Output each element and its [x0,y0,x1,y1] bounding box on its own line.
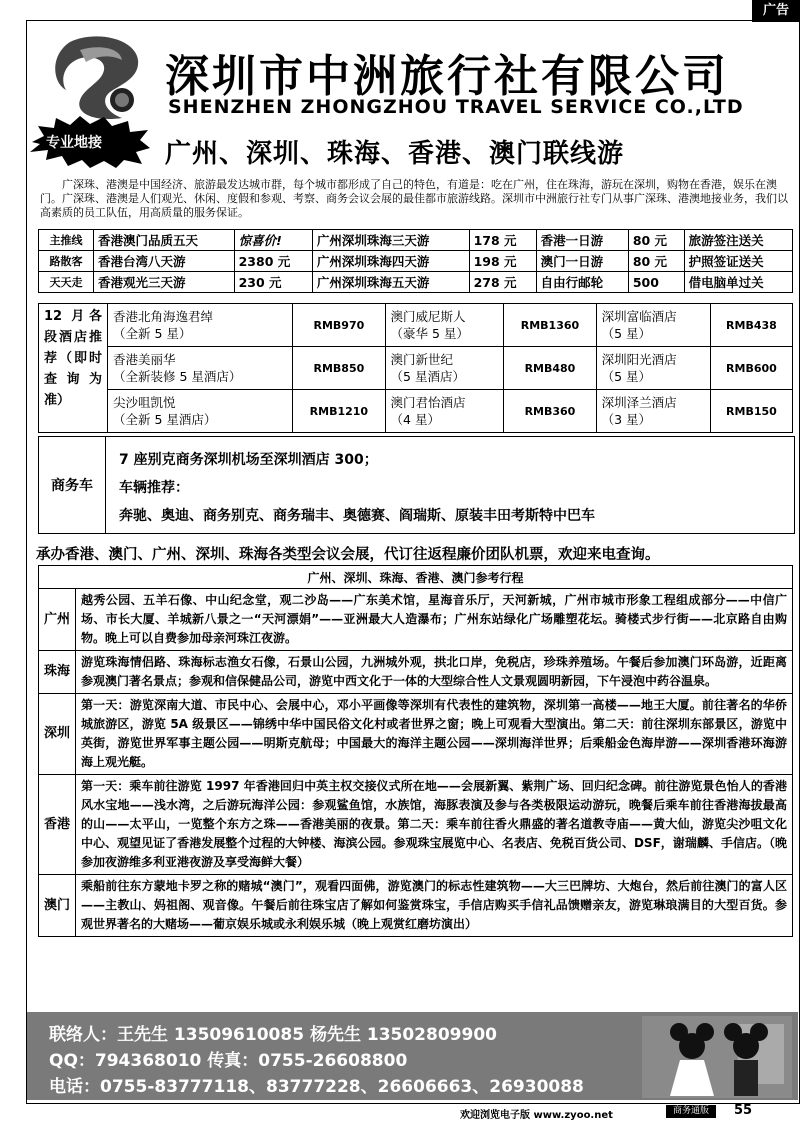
city-name: 广州 [39,589,76,651]
city-name: 澳门 [39,875,76,937]
hotel-star: （全新 5 星） [113,326,192,341]
hotel-name: 澳门新世纪 [390,352,454,367]
hotel-price: RMB1210 [293,390,385,433]
table-row [39,272,793,293]
table-row [39,347,793,390]
promo-line: 承办香港、澳门、广州、深圳、珠海各类型会议会展，代订往返程廉价团队机票，欢迎来电查询。 [36,547,660,563]
business-car-label: 商务车 [39,437,106,533]
company-name-cn: 深圳市中洲旅行社有限公司 [165,51,729,102]
hotel-cell [385,390,504,433]
table-row [39,304,793,347]
hotel-price: RMB438 [710,304,792,347]
routes-table [38,229,793,293]
route-name: 香港观光三天游 [94,272,235,293]
hotel-price: RMB600 [710,347,792,390]
hotel-price: RMB970 [293,304,385,347]
hotel-star: （全新装修 5 星酒店） [113,369,242,384]
hotel-cell [596,304,710,347]
hotel-price: RMB850 [293,347,385,390]
city-itinerary: 游览珠海情侣路、珠海标志渔女石像，石景山公园，九洲城外观，拱北口岸，免税店，珍珠养殖场。午餐后参加澳门环岛游，近距离参观澳门著名景点；参观和信保健品公司，游览中西文化于一体的大型综合性人文景观圆明新园，下午浸泡中药谷温泉。 [76,651,793,694]
contact-bar [27,1012,798,1100]
route-service: 旅游签注送关 [684,230,792,251]
hotel-star: （4 星） [390,412,440,427]
business-car-box [38,436,795,534]
hotel-cell [596,390,710,433]
hotel-name: 尖沙咀凯悦 [113,395,176,410]
table-row [39,694,793,775]
city-itinerary: 第一天：游览深南大道、市民中心、会展中心，邓小平画像等深圳有代表性的建筑物，深圳第一高楼——地王大厦。前往著名的华侨城旅游区，游览 5A 级景区——锦绣中华中国民俗文化村或者世界之窗；晚上可观看大型演出。第二天：前往深圳东部景区，游览中英街，游览世界军事主题公园——明斯克航母；中国最大的海洋主题公园——深圳海洋世界；后乘船金色海岸游——深圳香港环海游海上观光艇。 [76,694,793,775]
route-name: 香港澳门品质五天 [94,230,235,251]
hotel-cell [385,347,504,390]
route-name: 广州深圳珠海三天游 [312,230,469,251]
hotel-cell [596,347,710,390]
cartoon-mice-image [642,1016,792,1098]
route-service: 借电脑单过关 [684,272,792,293]
route-price: 500 [628,272,684,293]
contact-person: 联络人：王先生 13509610085 杨先生 13502809900 [49,1025,497,1045]
hotel-name: 深圳泽兰酒店 [601,395,677,410]
hotel-price: RMB480 [504,347,596,390]
hotels-side-label: 12 月各段酒店推荐（即时查询为准） [39,304,108,433]
route-label: 路散客 [39,251,94,272]
route-price: 278 元 [469,272,536,293]
hotels-table [38,303,793,433]
route-service: 护照签证送关 [684,251,792,272]
route-price: 198 元 [469,251,536,272]
route-label: 主推线 [39,230,94,251]
hotel-cell [108,304,293,347]
hotel-star: （5 星） [601,369,652,384]
tour-title: 广州、深圳、珠海、香港、澳门联线游 [165,139,625,169]
city-itinerary: 越秀公园、五羊石像、中山纪念堂，观二沙岛——广东美术馆，星海音乐厅，天河新城，广州市城市形象工程组成部分——中信广场、市长大厦、羊城新八景之一“天河漂娟”——亚洲最大人造瀑布；广州东站绿化广场雕塑花坛。骑楼式步行街——北京路自由购物。晚上可以自费参加母亲河珠江夜游。 [76,589,793,651]
route-name: 自由行邮轮 [536,272,628,293]
table-row [39,589,793,651]
business-car-line: 车辆推荐： [119,480,189,496]
route-name: 香港台湾八天游 [94,251,235,272]
route-price: 230 元 [234,272,312,293]
hotel-price: RMB360 [504,390,596,433]
route-price: 178 元 [469,230,536,251]
table-row [39,775,793,875]
route-price: 80 元 [628,230,684,251]
hotel-name: 深圳富临酒店 [601,309,677,324]
footer-tag: 商务通版 [666,1105,716,1118]
hotel-price: RMB1360 [504,304,596,347]
ad-tag: 广告 [752,0,800,22]
hotel-name: 香港北角海逸君绰 [113,309,214,324]
hotel-name: 澳门威尼斯人 [390,309,466,324]
city-itinerary: 第一天：乘车前往游览 1997 年香港回归中英主权交接仪式所在地——会展新翼、紫荆广场、回归纪念碑。前往游览景色怡人的香港风水宝地——浅水湾，之后游玩海洋公园：参观鲨鱼馆，水族馆，海豚表演及参与各类极限运动游玩，晚餐后乘车前往香港海拔最高的山——太平山，一览整个东方之珠——香港美丽的夜景。第二天：乘车前往香火鼎盛的著名道教寺庙——黄大仙，游览尖沙咀文化中心、观望见证了香港发展整个过程的大钟楼、海滨公园。参观珠宝展览中心、名表店、免税百货公司、DSF，谢瑞麟、手信店。（晚参加夜游维多利亚港夜游及享受海鲜大餐） [76,775,793,875]
itinerary-header: 广州、深圳、珠海、香港、澳门参考行程 [39,566,793,589]
business-car-line: 7 座别克商务深圳机场至深圳酒店 300； [119,452,378,468]
footer-site: 欢迎浏览电子版 www.zyoo.net [460,1110,613,1121]
intro-paragraph: 广深珠、港澳是中国经济、旅游最发达城市群，每个城市都形成了自己的特色，有道是：吃在广州，住在珠海，游玩在深圳，购物在香港，娱乐在澳门。广深珠、港澳是人们观光、休闲、度假和参观、考察、商务会议会展的最佳都市旅游线路。深圳市中洲旅行社专门从事广深珠、港澳地接业务，我们以高素质的员工队伍，用高质量的服务保证。 [40,178,788,219]
table-row [39,230,793,251]
route-name: 广州深圳珠海五天游 [312,272,469,293]
hotel-star: （全新 5 星酒店） [113,412,217,427]
table-row [39,251,793,272]
city-name: 香港 [39,775,76,875]
company-logo [40,30,150,125]
table-row [39,651,793,694]
route-price: 80 元 [628,251,684,272]
page-number: 55 [734,1103,753,1118]
hotel-star: （豪华 5 星） [390,326,469,341]
route-price: 2380 元 [234,251,312,272]
city-name: 深圳 [39,694,76,775]
hotel-star: （5 星酒店） [390,369,465,384]
route-name: 广州深圳珠海四天游 [312,251,469,272]
hotel-cell [385,304,504,347]
business-car-line: 奔驰、奥迪、商务别克、商务瑞丰、奥德赛、阎瑞斯、原装丰田考斯特中巴车 [119,508,595,524]
company-name-en: SHENZHEN ZHONGZHOU TRAVEL SERVICE CO.,LTD [168,96,744,118]
hotel-star: （3 星） [601,412,652,427]
hotel-price: RMB150 [710,390,792,433]
hotel-name: 香港美丽华 [113,352,176,367]
hotel-cell [108,390,293,433]
table-row [39,566,793,589]
city-itinerary: 乘船前往东方蒙地卡罗之称的赌城“澳门”，观看四面佛，游览澳门的标志性建筑物——大三巴牌坊、大炮台，然后前往澳门的富人区——主教山、妈祖阁、观音像。午餐后前往珠宝店了解如何鉴赏珠宝，手信店购买手信礼品馈赠亲友，游览琳琅满目的大型百货。参观世界著名的大赌场——葡京娱乐城或永利娱乐城（晚上观赏红磨坊演出） [76,875,793,937]
hotel-cell [108,347,293,390]
itinerary-table [38,565,793,937]
contact-qq-fax: QQ：794368010 传真：0755-26608800 [49,1051,408,1071]
hotel-star: （5 星） [601,326,652,341]
route-name: 香港一日游 [536,230,628,251]
hotel-name: 深圳阳光酒店 [601,352,677,367]
route-label: 天天走 [39,272,94,293]
hotel-name: 澳门君怡酒店 [390,395,466,410]
route-price: 惊喜价! [234,230,312,251]
contact-phone: 电话：0755-83777118、83777228、26606663、26930088 [49,1077,584,1097]
badge-text: 专业地接 [46,135,102,151]
city-name: 珠海 [39,651,76,694]
table-row [39,390,793,433]
table-row [39,875,793,937]
route-name: 澳门一日游 [536,251,628,272]
